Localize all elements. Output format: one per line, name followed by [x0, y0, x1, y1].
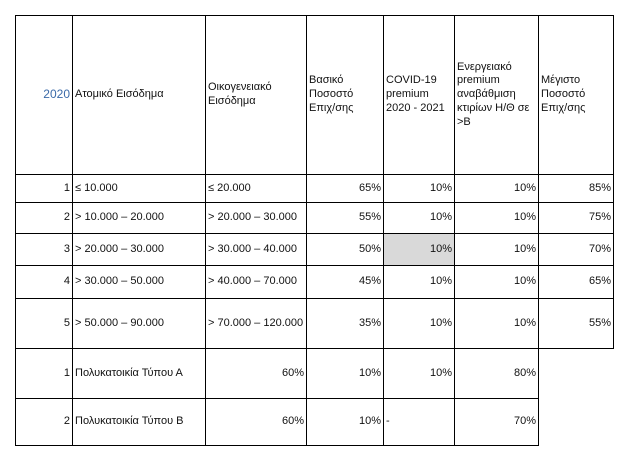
energy-premium-cell[interactable]: 10% — [455, 203, 539, 234]
individual-income-cell[interactable]: > 30.000 – 50.000 — [73, 266, 206, 299]
building-value-cell[interactable]: 60% — [206, 349, 307, 399]
row-index[interactable]: 3 — [16, 234, 73, 266]
individual-income-cell[interactable]: > 50.000 – 90.000 — [73, 299, 206, 349]
row-index[interactable]: 1 — [16, 349, 73, 399]
building-type-cell[interactable]: Πολυκατοικία Τύπου Β — [73, 399, 206, 446]
building-value-cell[interactable]: 70% — [455, 399, 539, 446]
header-row — [16, 16, 614, 175]
table-row — [16, 299, 614, 349]
table-row — [16, 234, 614, 266]
individual-income-cell[interactable]: > 20.000 – 30.000 — [73, 234, 206, 266]
family-income-cell[interactable]: > 40.000 – 70.000 — [206, 266, 307, 299]
energy-premium-cell[interactable]: 10% — [455, 234, 539, 266]
year-label: 2020 — [43, 87, 70, 102]
table-row — [16, 399, 614, 446]
row-index[interactable]: 5 — [16, 299, 73, 349]
max-rate-cell[interactable]: 85% — [539, 175, 614, 203]
building-value-cell[interactable]: 10% — [307, 349, 384, 399]
header-max-rate[interactable]: Μέγιστο Ποσοστό Επιχ/σης — [539, 16, 614, 175]
family-income-cell[interactable]: > 70.000 – 120.000 — [206, 299, 307, 349]
empty-cell[interactable] — [539, 399, 614, 446]
year-cell[interactable] — [16, 16, 73, 175]
subsidy-table — [15, 15, 614, 446]
building-value-cell[interactable]: 60% — [206, 399, 307, 446]
family-income-cell[interactable]: ≤ 20.000 — [206, 175, 307, 203]
max-rate-cell[interactable]: 65% — [539, 266, 614, 299]
building-value-cell[interactable]: - — [384, 399, 455, 446]
empty-cell[interactable] — [539, 349, 614, 399]
family-income-cell[interactable]: > 20.000 – 30.000 — [206, 203, 307, 234]
covid-premium-cell[interactable]: 10% — [384, 203, 455, 234]
building-type-cell[interactable]: Πολυκατοικία Τύπου Α — [73, 349, 206, 399]
header-individual-income[interactable]: Ατομικό Εισόδημα — [73, 16, 206, 175]
max-rate-cell[interactable]: 75% — [539, 203, 614, 234]
building-value-cell[interactable]: 10% — [307, 399, 384, 446]
building-value-cell[interactable]: 80% — [455, 349, 539, 399]
family-income-cell[interactable]: > 30.000 – 40.000 — [206, 234, 307, 266]
basic-rate-cell[interactable]: 65% — [307, 175, 384, 203]
basic-rate-cell[interactable]: 45% — [307, 266, 384, 299]
table-row — [16, 266, 614, 299]
building-value-cell[interactable]: 10% — [384, 349, 455, 399]
table-row — [16, 203, 614, 234]
covid-premium-cell-selected[interactable]: 10% — [384, 234, 455, 266]
individual-income-cell[interactable]: > 10.000 – 20.000 — [73, 203, 206, 234]
row-index[interactable]: 2 — [16, 203, 73, 234]
energy-premium-cell[interactable]: 10% — [455, 175, 539, 203]
header-energy-premium[interactable]: Ενεργειακό premium αναβάθμιση κτιρίων Η/Θ σε >B — [455, 16, 539, 175]
row-index[interactable]: 1 — [16, 175, 73, 203]
row-index[interactable]: 2 — [16, 399, 73, 446]
max-rate-cell[interactable]: 55% — [539, 299, 614, 349]
header-family-income[interactable]: Οικογενειακό Εισόδημα — [206, 16, 307, 175]
covid-premium-cell[interactable]: 10% — [384, 299, 455, 349]
header-basic-rate[interactable]: Βασικό Ποσοστό Επιχ/σης — [307, 16, 384, 175]
table-row — [16, 349, 614, 399]
header-covid-premium[interactable]: COVID-19 premium 2020 - 2021 — [384, 16, 455, 175]
covid-premium-cell[interactable]: 10% — [384, 175, 455, 203]
covid-premium-cell[interactable]: 10% — [384, 266, 455, 299]
basic-rate-cell[interactable]: 35% — [307, 299, 384, 349]
max-rate-cell[interactable]: 70% — [539, 234, 614, 266]
basic-rate-cell[interactable]: 50% — [307, 234, 384, 266]
energy-premium-cell[interactable]: 10% — [455, 299, 539, 349]
row-index[interactable]: 4 — [16, 266, 73, 299]
table-row — [16, 175, 614, 203]
individual-income-cell[interactable]: ≤ 10.000 — [73, 175, 206, 203]
basic-rate-cell[interactable]: 55% — [307, 203, 384, 234]
energy-premium-cell[interactable]: 10% — [455, 266, 539, 299]
